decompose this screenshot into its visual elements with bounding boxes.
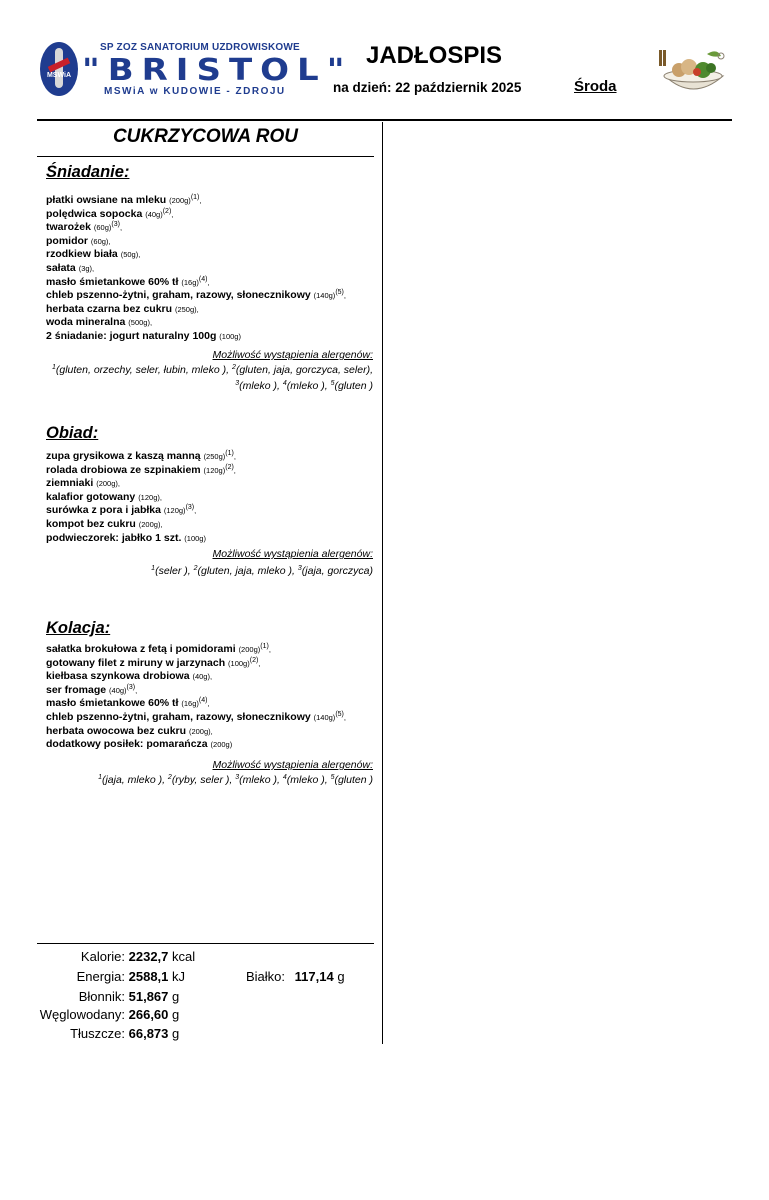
menu-item-portion: (16g) — [181, 277, 199, 287]
allergen-text: (gluten, jaja, mleko ), — [197, 565, 298, 577]
allergen-ref: (3) — [185, 504, 195, 512]
menu-item-tail: , — [268, 645, 271, 654]
allergen-ref: (2) — [249, 656, 259, 664]
allergen-line — [98, 774, 373, 786]
allergen-ref: (1) — [190, 194, 200, 201]
allergen-index: 5 — [330, 380, 335, 387]
header-divider — [37, 119, 732, 121]
menu-item-tail: , — [233, 465, 236, 475]
menu-item-tail: , — [258, 658, 261, 668]
menu-item — [46, 303, 376, 317]
menu-item-name: sałatka brokułowa z fetą i pomidorami — [46, 643, 239, 655]
menu-item-portion: (250g) — [203, 452, 226, 461]
menu-item-portion: (500g), — [128, 318, 153, 328]
menu-item-tail: , — [343, 712, 346, 722]
allergen-text: (gluten, jaja, gorczyca, seler), — [235, 364, 373, 376]
menu-item-name: kompot bez cukru — [46, 517, 139, 530]
menu-item-tail: , — [233, 452, 236, 461]
allergen-index: 3 — [235, 774, 240, 781]
menu-item — [46, 289, 376, 303]
menu-item-name: rolada drobiowa ze szpinakiem — [46, 463, 204, 476]
menu-item-tail: , — [207, 277, 210, 287]
nutrition-unit: g — [337, 969, 345, 984]
menu-item-portion: (140g) — [313, 291, 336, 301]
breakfast-title: Śniadanie: — [46, 163, 130, 181]
nutrition-label: Energia: — [76, 969, 125, 984]
nutrition-unit: kcal — [172, 949, 196, 964]
logo-name: "BRISTOL" — [82, 52, 353, 88]
lunch-title: Obiad: — [46, 424, 99, 442]
menu-item — [46, 697, 376, 711]
menu-item — [46, 532, 376, 546]
menu-item — [46, 670, 376, 684]
allergen-text: (ryby, seler ), — [171, 774, 236, 786]
menu-item-name: woda mineralna — [46, 316, 129, 329]
allergen-ref: (4) — [198, 697, 208, 705]
menu-item-tail: , — [171, 209, 174, 219]
menu-item — [46, 221, 376, 235]
menu-item — [46, 518, 376, 532]
diet-name: CUKRZYCOWA ROU — [112, 126, 299, 147]
menu-item-name: pomidor — [46, 234, 91, 247]
menu-item-tail: , — [199, 196, 202, 205]
allergen-line — [151, 565, 373, 577]
menu-item-portion: (100g) — [184, 533, 206, 543]
menu-item-portion: (200g) — [238, 645, 261, 654]
menu-item — [46, 194, 376, 208]
menu-item-portion: (120g), — [138, 492, 162, 502]
menu-item-tail: , — [343, 291, 346, 301]
menu-item-name: rzodkiew biała — [46, 248, 121, 261]
nutrition-unit: g — [172, 1026, 180, 1041]
menu-item — [46, 208, 376, 222]
breakfast-allergen-header: Możliwość wystąpienia alergenów: — [212, 349, 373, 361]
allergen-index: 4 — [282, 380, 287, 387]
menu-item-portion: (100g) — [219, 331, 241, 341]
menu-item-name: twarożek — [46, 221, 94, 234]
menu-item-name: masło śmietankowe 60% tł — [46, 697, 182, 710]
menu-item-portion: (3g), — [78, 263, 95, 273]
nutrition-blonnik — [37, 989, 179, 1004]
menu-item — [46, 491, 376, 505]
allergen-index: 2 — [167, 774, 172, 781]
menu-item-portion: (200g) — [210, 740, 233, 750]
allergen-ref: (5) — [335, 289, 344, 297]
column-divider — [382, 122, 383, 1044]
nutrition-value: 66,873 — [128, 1026, 169, 1041]
menu-item-name: podwieczorek: jabłko 1 szt. — [46, 531, 185, 544]
menu-item-name: surówka z pora i jabłka — [46, 504, 164, 517]
menu-item-portion: (50g), — [120, 250, 141, 260]
page-title: JADŁOSPIS — [366, 42, 503, 69]
menu-item-tail: , — [207, 699, 210, 709]
menu-item — [46, 711, 376, 725]
nutrition-unit: g — [172, 1007, 180, 1022]
allergen-text: (seler ), — [155, 565, 194, 577]
logo-bottom-text: MSWiA w KUDOWIE - ZDROJU — [104, 86, 286, 97]
allergen-index: 4 — [282, 774, 287, 781]
menu-item — [46, 725, 376, 739]
menu-item-portion: (40g) — [145, 209, 163, 219]
menu-item-name: herbata czarna bez cukru — [46, 302, 175, 315]
nutrition-label: Tłuszcze: — [70, 1026, 125, 1041]
dinner-title: Kolacja: — [46, 619, 111, 637]
nutrition-energia — [37, 969, 185, 984]
allergen-text: (gluten ) — [334, 774, 373, 786]
menu-item-name: sałata — [46, 261, 79, 274]
lunch-allergen-header: Możliwość wystąpienia alergenów: — [212, 548, 373, 560]
nutrition-divider — [37, 943, 374, 944]
allergen-line — [52, 364, 373, 376]
allergen-text: (jaja, mleko ), — [101, 774, 168, 786]
mswia-emblem-icon — [40, 42, 78, 96]
allergen-index: 2 — [231, 364, 236, 371]
nutrition-value: 117,14 — [294, 969, 334, 984]
allergen-ref: (1) — [260, 643, 269, 650]
menu-item — [46, 684, 376, 698]
nutrition-unit: g — [172, 989, 180, 1004]
menu-item-portion: (40g), — [192, 672, 213, 682]
menu-item-name: dodatkowy posiłek: pomarańcza — [46, 738, 211, 751]
nutrition-label: Węglowodany: — [39, 1007, 125, 1022]
menu-item — [46, 316, 376, 330]
menu-item-portion: (200g), — [188, 726, 213, 736]
nutrition-unit: kJ — [172, 969, 186, 984]
menu-item-name: płatki owsiane na mleku — [46, 194, 170, 206]
nutrition-kalorie — [37, 949, 195, 964]
menu-item-portion: (40g) — [109, 685, 127, 695]
menu-item-portion: (200g) — [169, 196, 191, 205]
allergen-index: 1 — [98, 774, 102, 781]
allergen-index: 3 — [235, 380, 240, 387]
menu-item-portion: (60g), — [90, 236, 111, 246]
menu-item-portion: (120g) — [163, 506, 186, 516]
emblem-label: MSWiA — [46, 72, 72, 79]
nutrition-value: 266,60 — [128, 1007, 169, 1022]
allergen-ref: (2) — [225, 463, 234, 471]
menu-item-name: ser fromage — [46, 683, 110, 696]
allergen-text: (gluten ) — [334, 380, 373, 392]
allergen-ref: (3) — [111, 221, 120, 229]
menu-item — [46, 738, 376, 752]
lunch-items — [46, 450, 376, 545]
menu-item-name: kiełbasa szynkowa drobiowa — [46, 670, 193, 683]
menu-item-portion: (60g) — [93, 223, 112, 233]
allergen-index: 2 — [193, 565, 198, 572]
menu-item-name: gotowany filet z miruny w jarzynach — [46, 656, 229, 669]
allergen-line — [235, 380, 373, 392]
sanatorium-logo — [40, 40, 353, 102]
allergen-index: 3 — [297, 565, 302, 572]
dinner-items — [46, 643, 376, 752]
nutrition-value: 51,867 — [128, 989, 169, 1004]
allergen-ref: (5) — [335, 710, 344, 718]
menu-item-tail: , — [194, 506, 197, 516]
weekday: Środa — [574, 78, 617, 95]
food-plate-icon — [657, 46, 729, 100]
menu-item-name: chleb pszenno-żytni, graham, razowy, słonecznikowy — [46, 710, 314, 723]
menu-item — [46, 643, 376, 657]
allergen-text: (mleko ), — [239, 774, 283, 786]
menu-item-portion: (100g) — [228, 658, 250, 668]
menu-item-name: masło śmietankowe 60% tł — [46, 275, 182, 288]
menu-item — [46, 262, 376, 276]
menu-item-portion: (200g), — [138, 519, 163, 529]
menu-item-name: kalafior gotowany — [46, 490, 139, 503]
nutrition-label: Białko: — [246, 969, 286, 984]
menu-date: na dzień: 22 październik 2025 — [333, 80, 522, 95]
menu-item-portion: (16g) — [181, 699, 199, 709]
menu-item-portion: (200g), — [96, 479, 120, 489]
menu-item-name: 2 śniadanie: jogurt naturalny 100g — [46, 329, 220, 342]
allergen-text: (mleko ), — [239, 380, 283, 392]
dinner-allergen-header: Możliwość wystąpienia alergenów: — [212, 759, 373, 771]
menu-item-name: polędwica sopocka — [46, 207, 146, 220]
menu-item — [46, 330, 376, 344]
allergen-index: 1 — [51, 364, 56, 371]
nutrition-bialko — [246, 969, 345, 984]
allergen-ref: (2) — [162, 207, 172, 215]
menu-item-portion: (250g), — [174, 304, 199, 314]
menu-item-name: chleb pszenno-żytni, graham, razowy, słonecznikowy — [46, 289, 314, 302]
menu-item — [46, 657, 376, 671]
allergen-text: (mleko ), — [286, 774, 331, 786]
menu-item-name: zupa grysikowa z kaszą manną — [46, 450, 204, 462]
menu-item — [46, 450, 376, 464]
menu-item-name: herbata owocowa bez cukru — [46, 724, 189, 737]
menu-item-name: ziemniaki — [46, 477, 97, 490]
menu-item — [46, 235, 376, 249]
allergen-ref: (4) — [198, 275, 208, 283]
allergen-index: 1 — [151, 565, 156, 572]
menu-item — [46, 248, 376, 262]
allergen-text: (jaja, gorczyca) — [301, 565, 373, 577]
allergen-index: 5 — [330, 774, 335, 781]
allergen-text: (mleko ), — [286, 380, 331, 392]
breakfast-items — [46, 194, 376, 344]
allergen-ref: (1) — [225, 450, 234, 457]
menu-item-tail: , — [135, 685, 138, 695]
menu-item-portion: (120g) — [203, 465, 226, 475]
menu-item-tail: , — [119, 223, 123, 233]
logo-top-text: SP ZOZ SANATORIUM UZDROWISKOWE — [100, 42, 300, 53]
menu-item — [46, 276, 376, 290]
allergen-text: (gluten, orzechy, seler, łubin, mleko ), — [55, 364, 232, 376]
diet-divider — [37, 156, 374, 157]
nutrition-tluszcze — [37, 1026, 179, 1041]
menu-item — [46, 477, 376, 491]
menu-item-portion: (140g) — [313, 712, 336, 722]
nutrition-weglowodany — [37, 1007, 179, 1022]
menu-item — [46, 464, 376, 478]
nutrition-value: 2588,1 — [128, 969, 169, 984]
nutrition-label: Błonnik: — [78, 989, 125, 1004]
allergen-ref: (3) — [126, 683, 136, 691]
nutrition-label: Kalorie: — [80, 949, 125, 964]
menu-item — [46, 504, 376, 518]
nutrition-value: 2232,7 — [128, 949, 169, 964]
